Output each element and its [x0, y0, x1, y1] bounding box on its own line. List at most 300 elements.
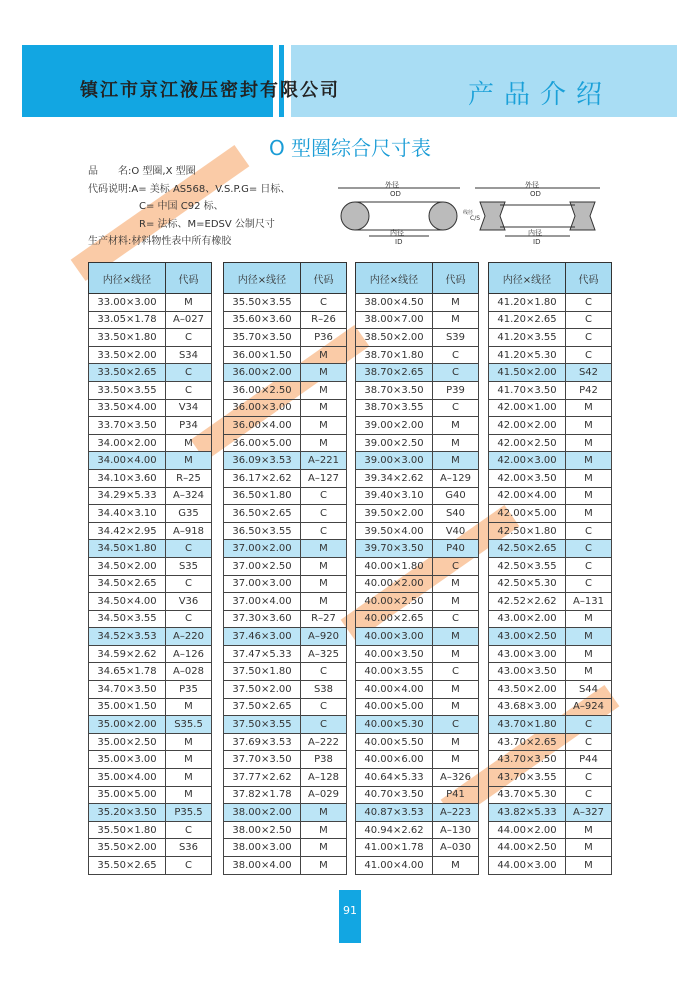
- size-cell: 34.29×5.33: [89, 487, 166, 505]
- size-cell: 43.70×3.50: [489, 751, 566, 769]
- code-cell: M: [566, 839, 612, 857]
- info-line: 代码说明:A= 美标 AS568、V.S.P.G= 日标、: [88, 183, 291, 195]
- size-cell: 42.52×2.62: [489, 593, 566, 611]
- table-row: [356, 364, 479, 382]
- size-cell: 43.70×3.55: [489, 769, 566, 787]
- code-cell: M: [166, 769, 212, 787]
- code-cell: A–131: [566, 593, 612, 611]
- size-cell: 39.40×3.10: [356, 487, 433, 505]
- size-cell: 41.50×2.00: [489, 364, 566, 382]
- code-cell: A–222: [301, 733, 347, 751]
- table-row: [224, 540, 347, 558]
- size-cell: 37.47×5.33: [224, 645, 301, 663]
- table-row: [489, 663, 612, 681]
- size-cell: 34.10×3.60: [89, 469, 166, 487]
- table-row: [356, 769, 479, 787]
- table-row: [89, 769, 212, 787]
- code-cell: C: [566, 786, 612, 804]
- code-cell: A–920: [301, 628, 347, 646]
- size-cell: 39.00×3.00: [356, 452, 433, 470]
- code-cell: M: [566, 505, 612, 523]
- size-cell: 35.70×3.50: [224, 329, 301, 347]
- size-cell: 35.50×1.80: [89, 821, 166, 839]
- code-cell: A–221: [301, 452, 347, 470]
- table-row: [356, 751, 479, 769]
- table-row: [356, 733, 479, 751]
- table-row: [89, 751, 212, 769]
- code-cell: P35: [166, 681, 212, 699]
- code-cell: C: [166, 610, 212, 628]
- code-cell: M: [301, 381, 347, 399]
- info-line: C= 中国 C92 标、: [139, 201, 224, 212]
- code-cell: R–27: [301, 610, 347, 628]
- code-cell: C: [566, 522, 612, 540]
- size-cell: 36.00×2.00: [224, 364, 301, 382]
- code-cell: A–324: [166, 487, 212, 505]
- header-code: 代码: [166, 263, 212, 294]
- size-cell: 40.00×5.30: [356, 716, 433, 734]
- table-row: [224, 698, 347, 716]
- size-cell: 43.70×1.80: [489, 716, 566, 734]
- code-cell: C: [566, 557, 612, 575]
- code-cell: M: [301, 540, 347, 558]
- table-row: [224, 522, 347, 540]
- table-row: [89, 681, 212, 699]
- code-cell: M: [566, 663, 612, 681]
- table-row: [89, 522, 212, 540]
- size-cell: 41.20×3.55: [489, 329, 566, 347]
- table-row: [89, 628, 212, 646]
- size-cell: 42.00×1.00: [489, 399, 566, 417]
- code-cell: C: [566, 329, 612, 347]
- page-title: O 型圈综合尺寸表: [268, 136, 432, 160]
- size-cell: 40.00×2.00: [356, 575, 433, 593]
- table-header: [89, 263, 212, 294]
- code-cell: P40: [433, 540, 479, 558]
- size-cell: 36.09×3.53: [224, 452, 301, 470]
- code-cell: C: [166, 857, 212, 875]
- table-row: [89, 786, 212, 804]
- code-cell: C: [433, 364, 479, 382]
- size-cell: 40.00×3.00: [356, 628, 433, 646]
- table-row: [224, 381, 347, 399]
- size-cell: 35.50×3.55: [224, 294, 301, 312]
- table-row: [489, 452, 612, 470]
- code-cell: S44: [566, 681, 612, 699]
- size-cell: 35.00×2.50: [89, 733, 166, 751]
- product-info: [88, 163, 290, 251]
- size-cell: 34.52×3.53: [89, 628, 166, 646]
- svg-text:外径: 外径: [385, 181, 399, 189]
- code-cell: M: [433, 751, 479, 769]
- code-cell: M: [166, 294, 212, 312]
- size-cell: 38.70×3.50: [356, 381, 433, 399]
- code-cell: M: [166, 434, 212, 452]
- table-row: [89, 663, 212, 681]
- code-cell: C: [566, 540, 612, 558]
- size-cell: 36.00×5.00: [224, 434, 301, 452]
- table-header: [356, 263, 479, 294]
- code-cell: M: [566, 417, 612, 435]
- table-header: [489, 263, 612, 294]
- table-row: [489, 540, 612, 558]
- table-row: [89, 610, 212, 628]
- size-cell: 34.00×4.00: [89, 452, 166, 470]
- code-cell: C: [433, 346, 479, 364]
- code-cell: M: [566, 857, 612, 875]
- code-cell: A–220: [166, 628, 212, 646]
- svg-text:OD: OD: [390, 190, 401, 198]
- size-cell: 40.00×3.50: [356, 645, 433, 663]
- code-cell: P44: [566, 751, 612, 769]
- table-row: [489, 487, 612, 505]
- code-cell: M: [166, 733, 212, 751]
- table-row: [489, 628, 612, 646]
- code-cell: P39: [433, 381, 479, 399]
- size-cell: 40.00×4.00: [356, 681, 433, 699]
- size-cell: 38.70×3.55: [356, 399, 433, 417]
- size-cell: 41.70×3.50: [489, 381, 566, 399]
- code-cell: M: [301, 346, 347, 364]
- table-row: [356, 505, 479, 523]
- code-cell: R–25: [166, 469, 212, 487]
- size-cell: 40.94×2.62: [356, 821, 433, 839]
- size-cell: 37.00×2.50: [224, 557, 301, 575]
- table-row: [356, 487, 479, 505]
- table-row: [89, 417, 212, 435]
- code-cell: C: [566, 575, 612, 593]
- size-cell: 40.64×5.33: [356, 769, 433, 787]
- size-cell: 38.50×2.00: [356, 329, 433, 347]
- table-row: [489, 381, 612, 399]
- table-row: [224, 557, 347, 575]
- code-cell: M: [433, 417, 479, 435]
- table-row: [224, 452, 347, 470]
- table-row: [89, 434, 212, 452]
- header-code: 代码: [566, 263, 612, 294]
- code-cell: C: [433, 399, 479, 417]
- table-row: [356, 698, 479, 716]
- svg-text:内径: 内径: [528, 229, 542, 237]
- table-row: [224, 821, 347, 839]
- table-row: [356, 593, 479, 611]
- size-cell: 42.00×4.00: [489, 487, 566, 505]
- size-cell: 37.30×3.60: [224, 610, 301, 628]
- table-row: [356, 346, 479, 364]
- table-row: [356, 575, 479, 593]
- info-line: R= 法标、M=EDSV 公制尺寸: [139, 218, 275, 230]
- code-cell: S35: [166, 557, 212, 575]
- size-cell: 34.70×3.50: [89, 681, 166, 699]
- table-row: [356, 857, 479, 875]
- size-cell: 37.70×3.50: [224, 751, 301, 769]
- table-row: [89, 399, 212, 417]
- code-cell: M: [301, 804, 347, 822]
- table-row: [224, 681, 347, 699]
- size-cell: 40.00×5.50: [356, 733, 433, 751]
- table-row: [224, 857, 347, 875]
- x-ring-drawing: [475, 180, 600, 246]
- size-cell: 35.50×2.65: [89, 857, 166, 875]
- code-cell: M: [301, 575, 347, 593]
- page-number: 91: [339, 890, 361, 943]
- table-row: [356, 329, 479, 347]
- table-row: [356, 804, 479, 822]
- table-row: [224, 346, 347, 364]
- code-cell: M: [301, 434, 347, 452]
- code-cell: M: [301, 364, 347, 382]
- size-cell: 42.00×3.50: [489, 469, 566, 487]
- table-row: [489, 593, 612, 611]
- table-header: [224, 263, 347, 294]
- size-cell: 33.50×4.00: [89, 399, 166, 417]
- table-row: [89, 804, 212, 822]
- code-cell: C: [433, 716, 479, 734]
- code-cell: M: [301, 821, 347, 839]
- header-size: 内径×线径: [356, 263, 433, 294]
- code-cell: M: [566, 821, 612, 839]
- size-cell: 37.00×4.00: [224, 593, 301, 611]
- size-cell: 34.65×1.78: [89, 663, 166, 681]
- code-cell: C: [566, 294, 612, 312]
- size-cell: 37.50×2.00: [224, 681, 301, 699]
- table-row: [489, 610, 612, 628]
- table-row: [89, 381, 212, 399]
- code-cell: P38: [301, 751, 347, 769]
- table-row: [356, 294, 479, 312]
- table-row: [489, 575, 612, 593]
- size-cell: 40.00×2.50: [356, 593, 433, 611]
- code-cell: C: [301, 698, 347, 716]
- table-row: [224, 716, 347, 734]
- size-cell: 43.68×3.00: [489, 698, 566, 716]
- table-row: [489, 751, 612, 769]
- svg-text:ID: ID: [533, 238, 541, 246]
- code-cell: A–326: [433, 769, 479, 787]
- size-cell: 35.00×5.00: [89, 786, 166, 804]
- code-cell: M: [433, 434, 479, 452]
- table-row: [356, 663, 479, 681]
- size-cell: 41.00×4.00: [356, 857, 433, 875]
- code-cell: M: [433, 628, 479, 646]
- size-cell: 43.00×3.00: [489, 645, 566, 663]
- code-cell: M: [566, 452, 612, 470]
- table-row: [89, 839, 212, 857]
- code-cell: C: [433, 557, 479, 575]
- size-cell: 36.00×2.50: [224, 381, 301, 399]
- size-cell: 39.00×2.00: [356, 417, 433, 435]
- size-cell: 33.70×3.50: [89, 417, 166, 435]
- table-row: [89, 821, 212, 839]
- code-cell: M: [433, 645, 479, 663]
- table-row: [356, 610, 479, 628]
- size-cell: 35.00×2.00: [89, 716, 166, 734]
- table-row: [356, 557, 479, 575]
- size-cell: 34.50×4.00: [89, 593, 166, 611]
- size-cell: 35.00×1.50: [89, 698, 166, 716]
- table-row: [224, 399, 347, 417]
- table-row: [356, 311, 479, 329]
- code-cell: S39: [433, 329, 479, 347]
- code-cell: M: [433, 294, 479, 312]
- code-cell: C: [566, 733, 612, 751]
- table-row: [356, 417, 479, 435]
- table-row: [89, 487, 212, 505]
- size-cell: 43.70×5.30: [489, 786, 566, 804]
- table-row: [489, 698, 612, 716]
- code-cell: C: [166, 364, 212, 382]
- size-table: [488, 262, 612, 875]
- size-cell: 42.50×5.30: [489, 575, 566, 593]
- code-cell: M: [566, 434, 612, 452]
- table-row: [224, 575, 347, 593]
- table-row: [489, 681, 612, 699]
- svg-text:线径: 线径: [463, 210, 474, 216]
- table-row: [356, 645, 479, 663]
- size-cell: 43.50×2.00: [489, 681, 566, 699]
- code-cell: A–027: [166, 311, 212, 329]
- table-row: [89, 593, 212, 611]
- code-cell: M: [433, 733, 479, 751]
- code-cell: M: [433, 452, 479, 470]
- size-cell: 33.00×3.00: [89, 294, 166, 312]
- code-cell: P36: [301, 329, 347, 347]
- code-cell: A–327: [566, 804, 612, 822]
- svg-text:C/S: C/S: [470, 215, 481, 222]
- size-cell: 40.00×5.00: [356, 698, 433, 716]
- table-row: [89, 505, 212, 523]
- code-cell: M: [566, 399, 612, 417]
- code-cell: C: [301, 663, 347, 681]
- table-row: [224, 593, 347, 611]
- code-cell: M: [566, 469, 612, 487]
- code-cell: M: [433, 311, 479, 329]
- code-cell: A–127: [301, 469, 347, 487]
- size-cell: 40.00×1.80: [356, 557, 433, 575]
- code-cell: S34: [166, 346, 212, 364]
- table-row: [356, 522, 479, 540]
- table-row: [489, 417, 612, 435]
- table-row: [489, 346, 612, 364]
- code-cell: C: [301, 505, 347, 523]
- table-row: [224, 751, 347, 769]
- table-row: [489, 645, 612, 663]
- size-cell: 44.00×2.00: [489, 821, 566, 839]
- size-cell: 33.50×2.00: [89, 346, 166, 364]
- table-row: [224, 804, 347, 822]
- code-cell: A–223: [433, 804, 479, 822]
- size-cell: 34.59×2.62: [89, 645, 166, 663]
- size-cell: 35.00×4.00: [89, 769, 166, 787]
- size-cell: 43.00×3.50: [489, 663, 566, 681]
- code-cell: C: [433, 663, 479, 681]
- size-cell: 37.82×1.78: [224, 786, 301, 804]
- size-cell: 42.00×5.00: [489, 505, 566, 523]
- code-cell: C: [566, 346, 612, 364]
- table-row: [224, 364, 347, 382]
- size-cell: 42.50×1.80: [489, 522, 566, 540]
- svg-text:外径: 外径: [525, 181, 539, 189]
- code-cell: M: [166, 786, 212, 804]
- section-title: 产品介绍: [468, 80, 613, 110]
- size-cell: 40.70×3.50: [356, 786, 433, 804]
- code-cell: A–924: [566, 698, 612, 716]
- code-cell: M: [166, 698, 212, 716]
- size-cell: 36.50×2.65: [224, 505, 301, 523]
- table-row: [89, 645, 212, 663]
- table-row: [489, 434, 612, 452]
- table-row: [224, 505, 347, 523]
- code-cell: M: [301, 399, 347, 417]
- code-cell: M: [433, 575, 479, 593]
- size-cell: 34.50×1.80: [89, 540, 166, 558]
- size-cell: 36.50×3.55: [224, 522, 301, 540]
- table-row: [224, 733, 347, 751]
- table-row: [489, 294, 612, 312]
- table-row: [224, 645, 347, 663]
- size-table: [223, 262, 347, 875]
- code-cell: A–028: [166, 663, 212, 681]
- table-row: [356, 381, 479, 399]
- info-line: 生产材料:材料物性表中所有橡胶: [88, 236, 232, 247]
- table-row: [89, 311, 212, 329]
- table-row: [89, 716, 212, 734]
- code-cell: C: [566, 716, 612, 734]
- size-table: [88, 262, 212, 875]
- table-row: [356, 839, 479, 857]
- code-cell: C: [166, 329, 212, 347]
- size-cell: 35.50×2.00: [89, 839, 166, 857]
- code-cell: M: [433, 593, 479, 611]
- code-cell: S42: [566, 364, 612, 382]
- size-cell: 35.60×3.60: [224, 311, 301, 329]
- code-cell: A–130: [433, 821, 479, 839]
- size-cell: 37.00×2.00: [224, 540, 301, 558]
- size-cell: 43.82×5.33: [489, 804, 566, 822]
- header-code: 代码: [433, 263, 479, 294]
- size-cell: 42.00×3.00: [489, 452, 566, 470]
- code-cell: C: [301, 716, 347, 734]
- table-row: [224, 294, 347, 312]
- size-cell: 38.70×2.65: [356, 364, 433, 382]
- size-cell: 38.00×2.00: [224, 804, 301, 822]
- table-row: [224, 311, 347, 329]
- code-cell: V40: [433, 522, 479, 540]
- size-cell: 42.50×2.65: [489, 540, 566, 558]
- table-row: [489, 804, 612, 822]
- size-cell: 36.00×4.00: [224, 417, 301, 435]
- code-cell: P41: [433, 786, 479, 804]
- size-cell: 36.50×1.80: [224, 487, 301, 505]
- size-cell: 41.20×1.80: [489, 294, 566, 312]
- size-cell: 40.00×3.55: [356, 663, 433, 681]
- size-cell: 43.00×2.00: [489, 610, 566, 628]
- size-table: [355, 262, 479, 875]
- svg-text:ID: ID: [395, 238, 403, 246]
- table-row: [356, 681, 479, 699]
- code-cell: M: [433, 857, 479, 875]
- table-row: [489, 329, 612, 347]
- table-row: [356, 399, 479, 417]
- size-cell: 33.50×2.65: [89, 364, 166, 382]
- size-cell: 37.50×3.55: [224, 716, 301, 734]
- table-row: [89, 857, 212, 875]
- table-row: [356, 452, 479, 470]
- size-cell: 34.50×2.00: [89, 557, 166, 575]
- code-cell: M: [433, 698, 479, 716]
- size-cell: 37.69×3.53: [224, 733, 301, 751]
- size-cell: 39.50×2.00: [356, 505, 433, 523]
